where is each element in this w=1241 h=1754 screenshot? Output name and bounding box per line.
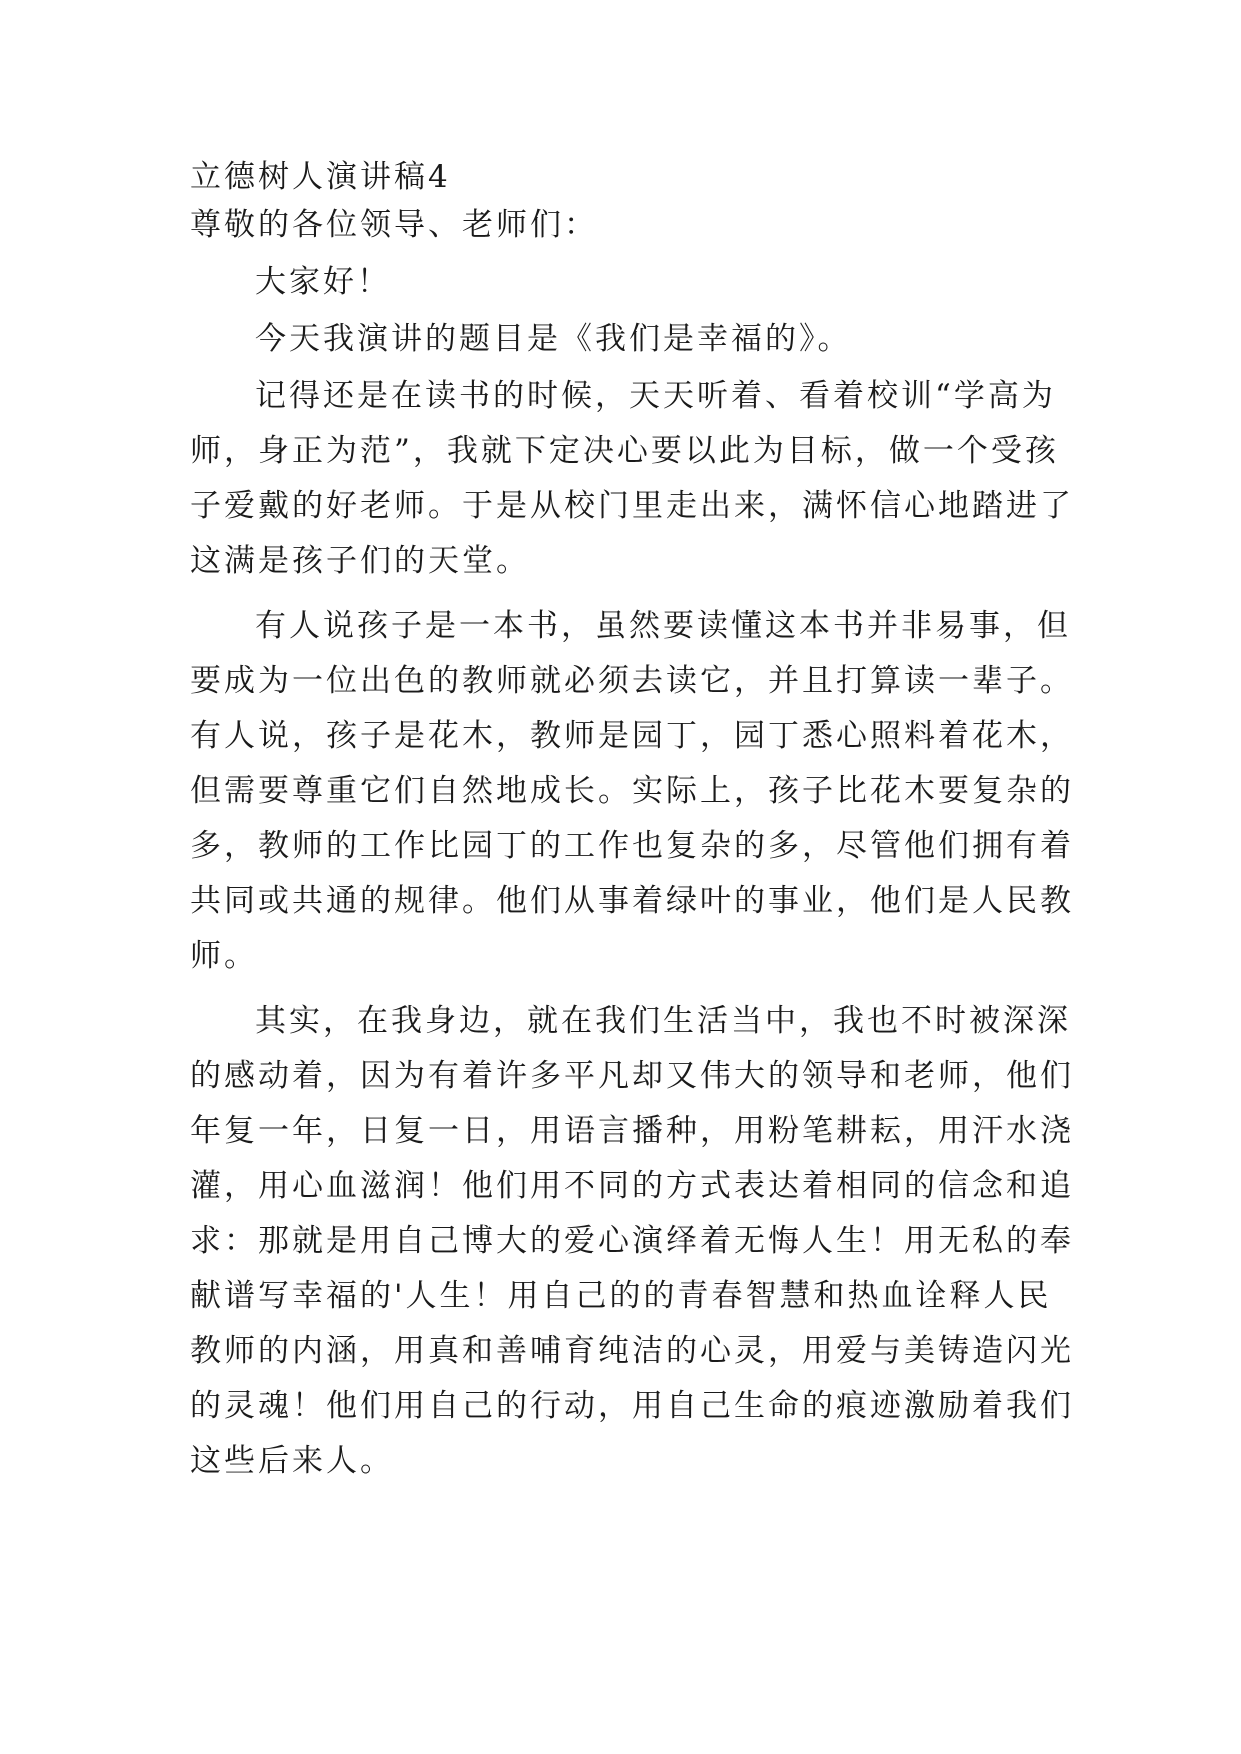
greeting: 大家好！ <box>255 264 391 300</box>
paragraph-1 <box>190 376 1090 582</box>
paragraph-line: 有人说，孩子是花木，教师是园丁，园丁悉心照料着花木， <box>190 718 1074 754</box>
paragraph-line: 要成为一位出色的教师就必须去读它，并且打算读一辈子。 <box>190 663 1074 699</box>
paragraph-line: 求：那就是用自己博大的爱心演绎着无悔人生！用无私的奉 <box>190 1223 1074 1259</box>
document-title: 立德树人演讲稿4 <box>190 159 451 195</box>
paragraph-line: 共同或共通的规律。他们从事着绿叶的事业，他们是人民教 <box>190 883 1074 919</box>
paragraph-line: 但需要尊重它们自然地成长。实际上，孩子比花木要复杂的 <box>190 773 1074 809</box>
paragraph-line: 有人说孩子是一本书，虽然要读懂这本书并非易事，但 <box>255 608 1071 644</box>
paragraph-line: 的灵魂！他们用自己的行动，用自己生命的痕迹激励着我们 <box>190 1388 1074 1424</box>
paragraph-2 <box>190 606 1090 977</box>
paragraph-line: 子爱戴的好老师。于是从校门里走出来，满怀信心地踏进了 <box>190 488 1074 524</box>
speech-topic: 今天我演讲的题目是《我们是幸福的》。 <box>255 321 852 357</box>
paragraph-line: 师，身正为范”，我就下定决心要以此为目标，做一个受孩 <box>190 433 1059 469</box>
paragraph-line: 其实，在我身边，就在我们生活当中，我也不时被深深 <box>255 1003 1071 1039</box>
paragraph-line: 灌，用心血滋润！他们用不同的方式表达着相同的信念和追 <box>190 1168 1074 1204</box>
paragraph-line: 年复一年，日复一日，用语言播种，用粉笔耕耘，用汗水浇 <box>190 1113 1074 1149</box>
paragraph-line: 记得还是在读书的时候，天天听着、看着校训“学高为 <box>255 378 1056 414</box>
paragraph-line: 教师的内涵，用真和善哺育纯洁的心灵，用爱与美铸造闪光 <box>190 1333 1074 1369</box>
paragraph-3 <box>190 1001 1090 1482</box>
paragraph-line: 献谱写幸福的'人生！用自己的的青春智慧和热血诠释人民 <box>190 1278 1052 1314</box>
salutation: 尊敬的各位领导、老师们： <box>190 207 598 243</box>
paragraph-line: 这满是孩子们的天堂。 <box>190 543 530 579</box>
paragraph-line: 多，教师的工作比园丁的工作也复杂的多，尽管他们拥有着 <box>190 828 1074 864</box>
paragraph-line: 师。 <box>190 938 258 974</box>
paragraph-line: 这些后来人。 <box>190 1443 394 1479</box>
speech-document <box>190 157 1090 1496</box>
paragraph-line: 的感动着，因为有着许多平凡却又伟大的领导和老师，他们 <box>190 1058 1074 1094</box>
